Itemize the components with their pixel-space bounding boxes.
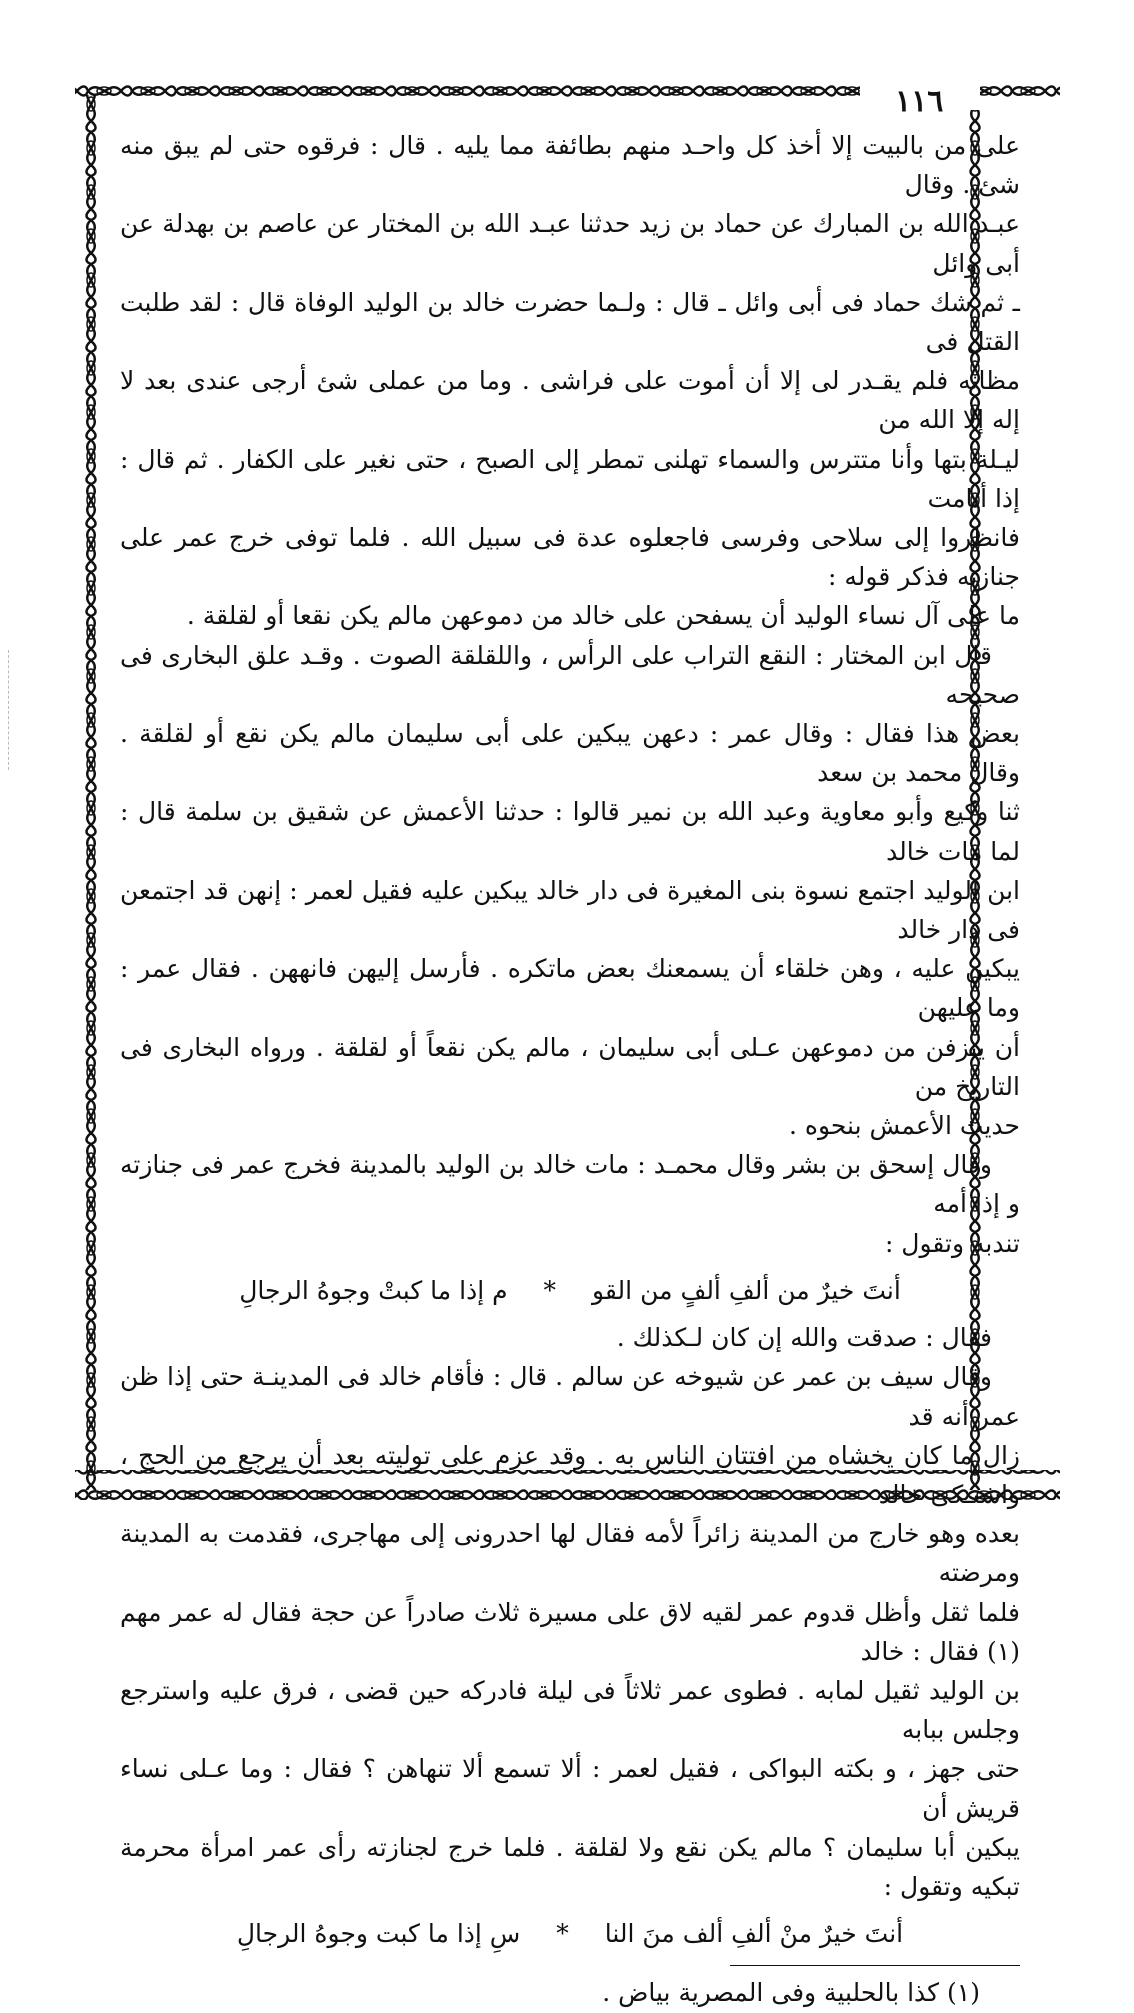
body-line: حديث الأعمش بنحوه . xyxy=(789,1111,1020,1141)
verse-hemistich-left: م إذا ما كبتْ وجوهُ الرجالِ xyxy=(239,1275,508,1305)
body-line: عبـد الله بن المبارك عن حماد بن زيد حدثنا عبـد الله بن المختار عن عاصم بن بهدلة عن أبى وائل xyxy=(120,209,1020,278)
body-line: فقال : صدقت والله إن كان لـكذلك . xyxy=(616,1323,992,1353)
footnote-row xyxy=(120,1973,1020,2012)
verse-separator: * xyxy=(543,1275,557,1305)
body-line: ابن الوليد اجتمع نسوة بنى المغيرة فى دار خالد يبكين عليه فقيل لعمر : إنهن قد اجتمعن فى دار خالد xyxy=(120,875,1020,945)
footnote xyxy=(120,1965,1020,2012)
verse-hemistich-left: سِ إذا ما كبت وجوهُ الرجالِ xyxy=(236,1919,521,1949)
body-line: بن الوليد ثقيل لمابه . فطوى عمر ثلاثاً فى ليلة فادركه حين قضى ، فرق عليه واسترجع وجلس ببابه xyxy=(120,1675,1020,1745)
body-line: فلما ثقل وأظل قدوم عمر لقيه لاق على مسيرة ثلاث صادراً عن حجة فقال له عمر مهم (١) فقال : خالد xyxy=(120,1597,1020,1666)
body-line: وقال سيف بن عمر عن شيوخه عن سالم . قال : فأقام خالد فى المدينـة حتى إذا ظن عمر أنه قد xyxy=(120,1362,1020,1431)
body-line: تندبه وتقول : xyxy=(884,1228,1020,1258)
page-number: ١١٦ xyxy=(895,84,944,119)
body-line: بعده وهو خارج من المدينة زائراً لأمه فقال لها احدرونى إلى مهاجرى، فقدمت به المدينة ومرضته xyxy=(120,1519,1020,1588)
page-body xyxy=(120,126,1020,2013)
poem-verse xyxy=(120,1914,1020,1953)
body-line: ـ ثم شك حماد فى أبى وائل ـ قال : ولـما حضرت خالد بن الوليد الوفاة قال : لقد طلبت القتل فى xyxy=(120,287,1020,357)
body-line: يبكين عليه ، وهن خلقاء أن يسمعنك بعض ماتكره . فأرسل إليهن فانههن . فقال عمر : وما عليهن xyxy=(120,954,1020,1023)
scan-edge-mark xyxy=(8,650,11,770)
body-line: على من بالبيت إلا أخذ كل واحـد منهم بطائفة مما يليه . قال : فرقوه حتى لم يبق منه شئ . وقال xyxy=(120,131,1020,200)
footnote-marker: (١) xyxy=(947,1978,980,2008)
body-line: بعض هذا فقال : وقال عمر : دعهن يبكين على أبى سليمان مالم يكن نقع أو لقلقة . وقال محمد بن سعد xyxy=(120,719,1020,788)
verse-hemistich-right: أنتَ خيرٌ منْ ألفِ ألف منَ النا xyxy=(604,1919,904,1949)
body-line: وقال إسحق بن بشر وقال محمـد : مات خالد بن الوليد بالمدينة فخرج عمر فى جنازته و إذا أمه xyxy=(120,1150,1020,1219)
footnote-text: كذا بالحلبية وفى المصرية بياض . xyxy=(602,1978,940,2008)
footnote-rule xyxy=(730,1965,1020,1966)
body-line: قال ابن المختار : النقع التراب على الرأس ، واللقلقة الصوت . وقـد علق البخارى فى صحيحه xyxy=(120,640,1020,709)
poem-verse xyxy=(120,1271,1020,1310)
body-line: ليـلة بتها وأنا متترس والسماء تهلنى تمطر إلى الصبح ، حتى نغير على الكفار . ثم قال : إذا أنامت xyxy=(120,444,1020,513)
body-line: مظانه فلم يقـدر لى إلا أن أموت على فراشى . وما من عملى شئ أرجى عندى بعد لا إله إلا الله من xyxy=(120,366,1020,435)
body-line: زال ما كان يخشاه من افتتان الناس به . وقد عزم على توليته بعد أن يرجع من الحج ، واشتـكى خالد xyxy=(120,1440,1020,1509)
body-line: ثنا وكيع وأبو معاوية وعبد الله بن نمير قالوا : حدثنا الأعمش عن شقيق بن سلمة قال : لما مات خالد xyxy=(120,797,1020,866)
body-line: ما على آل نساء الوليد أن يسفحن على خالد من دموعهن مالم يكن نقعا أو لقلقة . xyxy=(186,601,1020,631)
body-line: أن ينزفن من دموعهن عـلى أبى سليمان ، مالم يكن نقعاً أو لقلقة . ورواه البخارى فى التاريخ من xyxy=(120,1032,1020,1101)
body-line: حتى جهز ، و بكته البواكى ، فقيل لعمر : ألا تسمع ألا تنهاهن ؟ فقال : وما عـلى نساء قريش أن xyxy=(120,1754,1020,1823)
body-line: فانظروا إلى سلاحى وفرسى فاجعلوه عدة فى سبيل الله . فلما توفى خرج عمر على جنازته فذكر قوله : xyxy=(120,523,1020,592)
verse-separator: * xyxy=(556,1919,569,1949)
body-line: يبكين أبا سليمان ؟ مالم يكن نقع ولا لقلقة . فلما خرج لجنازته رأى عمر امرأة محرمة تبكيه وتقول : xyxy=(120,1832,1020,1901)
verse-hemistich-right: أنتَ خيرٌ من ألفِ ألفٍ من القو xyxy=(592,1275,901,1305)
